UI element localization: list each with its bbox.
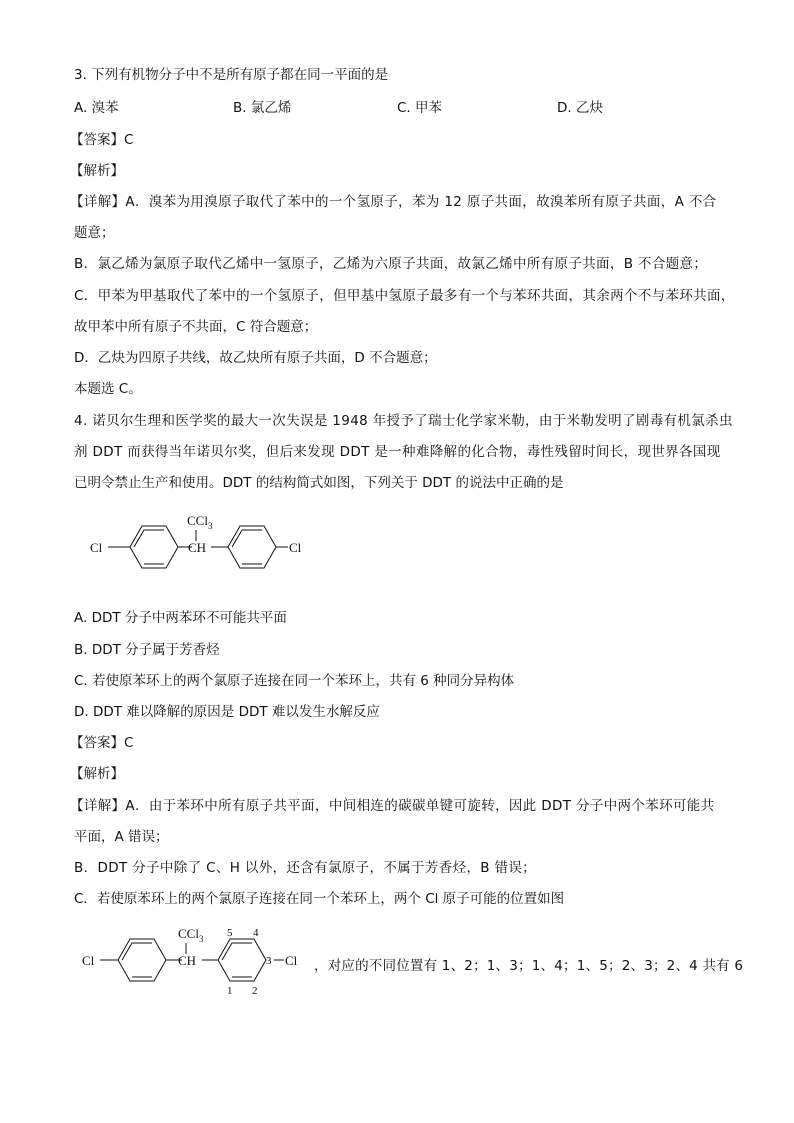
svg-text:CCl3 xyxy=(178,926,204,944)
position-4-label: 4 xyxy=(253,927,259,939)
q4-detail-b: B．DDT 分子中除了 C、H 以外，还含有氯原子，不属于芳香烃，B 错误； xyxy=(74,860,537,876)
left-benzene-ring xyxy=(130,526,178,568)
q3-option-b: B. 氯乙烯 xyxy=(233,100,292,116)
q3-conclusion: 本题选 C。 xyxy=(74,381,142,397)
q3-analysis-label: 【解析】 xyxy=(70,163,124,179)
q3-option-a: A. 溴苯 xyxy=(74,100,119,116)
q4-detail-c-tail: ，对应的不同位置有 1、2；1、3；1、4；1、5；2、3；2、4 共有 6 xyxy=(314,958,744,974)
q4-stem-line-1: 4. 诺贝尔生理和医学奖的最大一次失误是 1948 年授予了瑞士化学家米勒，由于米勒发明了剧毒有机氯杀虫 xyxy=(74,413,733,429)
position-3-label: 3 xyxy=(266,955,272,967)
left-cl-label: Cl xyxy=(82,953,95,968)
ccl-label: CCl xyxy=(187,513,208,528)
q3-stem: 3. 下列有机物分子中不是所有原子都在同一平面的是 xyxy=(74,67,389,83)
q4-detail-a: 【详解】A．由于苯环中所有原子共平面，中间相连的碳碳单键可旋转，因此 DDT 分子中两个苯环可能共 xyxy=(70,798,715,814)
isomer-structure-diagram xyxy=(82,924,314,1004)
ch-label: CH xyxy=(178,953,197,968)
q4-analysis-label: 【解析】 xyxy=(70,766,124,782)
position-2-label: 2 xyxy=(252,985,258,997)
svg-text:CCl3 xyxy=(187,513,213,531)
ccl-subscript: 3 xyxy=(207,521,213,531)
q3-detail-d: D．乙炔为四原子共线，故乙炔所有原子共面，D 不合题意； xyxy=(74,350,437,366)
q3-option-d: D. 乙炔 xyxy=(557,100,603,116)
left-cl-label: Cl xyxy=(90,540,103,555)
ccl-subscript: 3 xyxy=(198,934,204,944)
left-benzene-ring xyxy=(118,939,166,981)
ccl-label: CCl xyxy=(178,926,199,941)
right-benzene-ring xyxy=(218,939,266,981)
right-cl-label: Cl xyxy=(289,540,302,555)
q4-stem-line-2: 剂 DDT 而获得当年诺贝尔奖，但后来发现 DDT 是一种难降解的化合物，毒性残留时间长，现世界各国现 xyxy=(74,444,721,460)
q3-detail-a-cont: 题意； xyxy=(74,225,115,241)
q3-detail-c-cont: 故甲苯中所有原子不共面，C 符合题意； xyxy=(74,319,318,335)
ch-label: CH xyxy=(188,540,207,555)
q4-detail-a-cont: 平面，A 错误； xyxy=(74,829,169,845)
q4-option-a: A. DDT 分子中两苯环不可能共平面 xyxy=(74,610,287,626)
q4-option-b: B. DDT 分子属于芳香烃 xyxy=(74,642,220,658)
q4-option-d: D. DDT 难以降解的原因是 DDT 难以发生水解反应 xyxy=(74,704,380,720)
q4-option-c: C. 若使原苯环上的两个氯原子连接在同一个苯环上，共有 6 种同分异构体 xyxy=(74,673,515,689)
q3-detail-a: 【详解】A．溴苯为用溴原子取代了苯中的一个氢原子，苯为 12 原子共面，故溴苯所有原子共面，A 不合 xyxy=(70,194,717,210)
ddt-structure-diagram xyxy=(88,512,328,592)
q3-answer: 【答案】C xyxy=(70,132,134,148)
q4-answer: 【答案】C xyxy=(70,735,134,751)
right-cl-label: Cl xyxy=(285,953,298,968)
position-1-label: 1 xyxy=(227,985,233,997)
q3-detail-c: C．甲苯为甲基取代了苯中的一个氢原子，但甲基中氢原子最多有一个与苯环共面，其余两个不与苯环共面， xyxy=(74,288,735,304)
q3-detail-b: B．氯乙烯为氯原子取代乙烯中一氢原子，乙烯为六原子共面，故氯乙烯中所有原子共面，B 不合题意； xyxy=(74,256,708,272)
position-5-label: 5 xyxy=(227,927,233,939)
right-benzene-ring xyxy=(228,526,276,568)
q4-detail-c: C．若使原苯环上的两个氯原子连接在同一个苯环上，两个 Cl 原子可能的位置如图 xyxy=(74,891,565,907)
q4-stem-line-3: 已明令禁止生产和使用。DDT 的结构简式如图，下列关于 DDT 的说法中正确的是 xyxy=(74,475,564,491)
q3-option-c: C. 甲苯 xyxy=(397,100,443,116)
